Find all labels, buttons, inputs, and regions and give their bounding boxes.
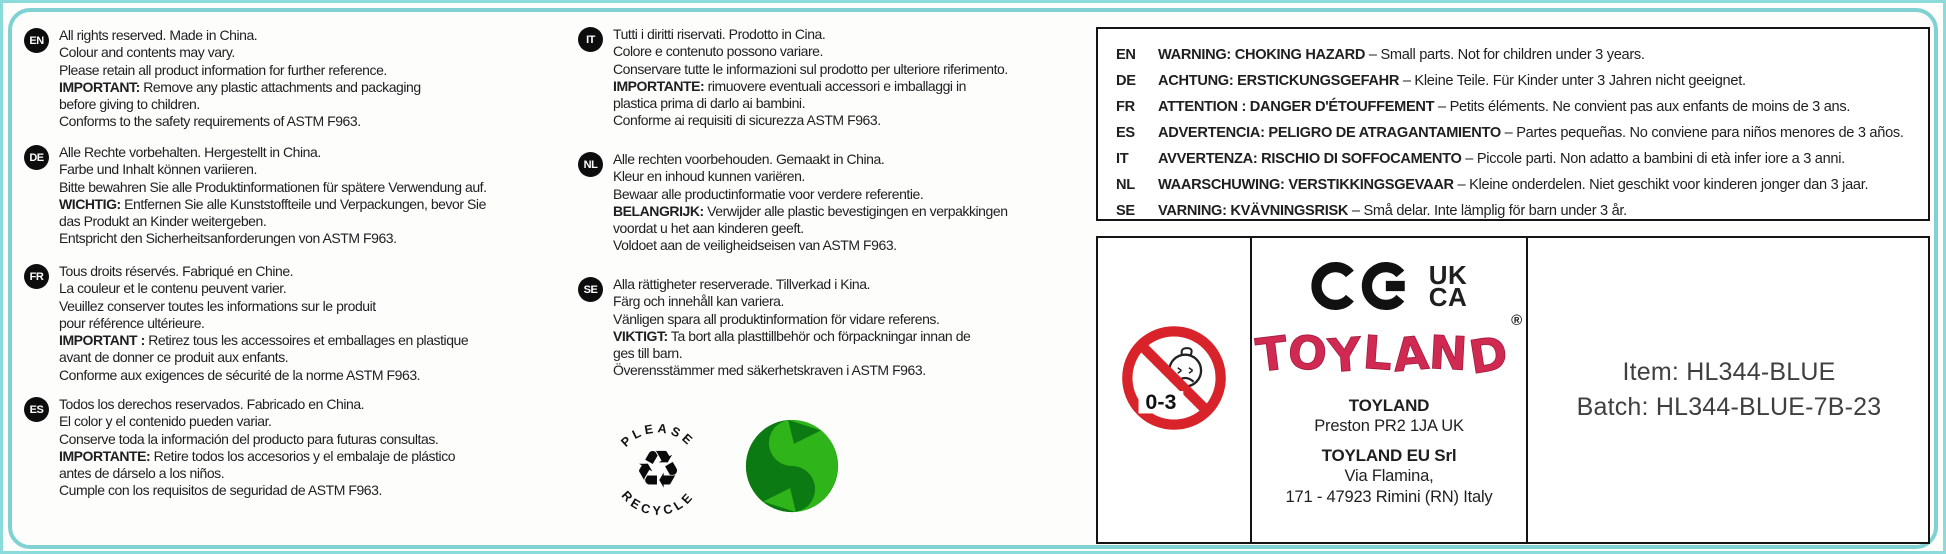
text-line: La couleur et le contenu peuvent varier. [59, 280, 287, 297]
text-line: Vänligen spara all produktinformation för vidare referens. [613, 310, 940, 327]
manufacturer-info-box [1096, 236, 1930, 544]
warning-lang-code: ES [1116, 125, 1135, 141]
please-arc-text: PLEASE [618, 421, 698, 450]
text-line: Conforms to the safety requirements of ASTM F963. [59, 113, 361, 130]
item-batch-column [1530, 238, 1928, 542]
brand-logo-row [1252, 312, 1526, 388]
section-text-fr [59, 263, 468, 384]
text-line: Veuillez conserver toutes les informations sur le produit [59, 297, 376, 314]
text-line: Todos los derechos reservados. Fabricado en China. [59, 396, 365, 412]
text-line: das Produkt an Kinder weitergeben. [59, 213, 267, 230]
text-line: Alle rechten voorbehouden. Gemaakt in China. [613, 151, 885, 167]
text-line: plastica prima di darlo ai bambini. [613, 95, 806, 112]
text-line: Överensstämmer med säkerhetskraven i ASTM F963. [613, 362, 926, 379]
warning-row-es [1116, 120, 1928, 146]
uk-company-address: Preston PR2 1JA UK [1314, 417, 1464, 435]
language-badge-de: DE [24, 145, 49, 170]
warning-text: VARNING: KVÄVNINGSRISK – Små delar. Inte lämplig för barn under 3 år. [1158, 203, 1627, 219]
language-section-fr [24, 263, 468, 384]
warning-lang-code: SE [1116, 203, 1135, 219]
text-line: Colour and contents may vary. [59, 44, 235, 61]
eu-company-name: TOYLAND EU Srl [1321, 446, 1457, 465]
text-line: Tous droits réservés. Fabriqué en Chine. [59, 263, 294, 279]
text-line: Entspricht den Sicherheitsanforderungen von ASTM F963. [59, 230, 397, 247]
warning-row-fr [1116, 94, 1928, 120]
text-line: Conservare tutte le informazioni sul prodotto per ulteriore riferimento. [613, 60, 1008, 77]
eu-company-address-line1: Via Flamina, [1344, 467, 1434, 485]
warning-lang-code: FR [1116, 99, 1135, 115]
text-line: Färg och innehåll kan variera. [613, 293, 784, 310]
language-section-se [578, 276, 970, 380]
warning-text: ADVERTENCIA: PELIGRO DE ATRAGANTAMIENTO – Partes pequeñas. No conviene para niños menores de 3 años. [1158, 125, 1904, 141]
language-badge-se: SE [578, 277, 603, 302]
choking-hazard-warning-box [1096, 27, 1930, 221]
text-line: Kleur en inhoud kunnen variëren. [613, 168, 805, 185]
text-line: VIKTIGT: Ta bort alla plasttillbehör och förpackningar innan de [613, 327, 971, 344]
text-line: Farbe und Inhalt können variieren. [59, 161, 257, 178]
not-for-under-3-icon [1118, 322, 1230, 434]
language-section-en [24, 27, 421, 131]
uk-company-name: TOYLAND [1348, 396, 1430, 415]
text-line: ges till barn. [613, 345, 683, 362]
text-line: Conforme aux exigences de sécurité de la norme ASTM F963. [59, 366, 421, 383]
language-badge-fr: FR [24, 264, 49, 289]
language-badge-en: EN [24, 28, 49, 53]
language-section-it [578, 26, 1008, 130]
language-section-es [24, 396, 455, 500]
text-line: before giving to children. [59, 96, 200, 113]
age-warning-column [1098, 238, 1252, 542]
text-line: Tutti i diritti riservati. Prodotto in Cina. [613, 26, 826, 42]
text-line: Voldoet aan de veiligheidseisen van ASTM F963. [613, 237, 897, 254]
text-line: avant de donner ce produit aux enfants. [59, 349, 289, 366]
warning-lang-code: NL [1116, 177, 1135, 193]
language-section-de [24, 144, 487, 248]
eu-company-address-line2: 171 - 47923 Rimini (RN) Italy [1285, 488, 1493, 506]
text-line: Please retain all product information for further reference. [59, 61, 387, 78]
warning-row-en [1116, 42, 1928, 68]
toyland-logo: TOYLAND [1252, 324, 1513, 385]
text-line: pour référence ultérieure. [59, 314, 205, 331]
ukca-mark-icon: UK CA [1428, 260, 1468, 312]
green-dot-icon [744, 418, 840, 519]
section-text-se [613, 276, 970, 380]
text-line: Conserve toda la información del producto para futuras consultas. [59, 430, 439, 447]
warning-lang-code: IT [1116, 151, 1129, 167]
text-line: IMPORTANTE: Retire todos los accesorios y el embalaje de plástico [59, 447, 456, 464]
warning-row-se [1116, 198, 1928, 224]
text-line: Alla rättigheter reserverade. Tillverkad i Kina. [613, 276, 870, 292]
text-line: Colore e contenuto possono variare. [613, 43, 823, 60]
batch-number: Batch: HL344-BLUE-7B-23 [1576, 393, 1882, 421]
text-line: IMPORTANT : Retirez tous les accessoires et emballages en plastique [59, 332, 469, 349]
please-recycle-icon [602, 414, 714, 531]
warning-text: ATTENTION : DANGER D'ÉTOUFFEMENT – Petits éléments. Ne convient pas aux enfants de moins de 3 ans. [1158, 99, 1851, 115]
age-range-text: 0-3 [1145, 389, 1177, 414]
warning-row-de [1116, 68, 1928, 94]
language-badge-es: ES [24, 397, 49, 422]
item-number: Item: HL344-BLUE [1622, 358, 1836, 386]
text-line: BELANGRIJK: Verwijder alle plastic bevestigingen en verpakkingen [613, 202, 1008, 219]
warning-text: WAARSCHUWING: VERSTIKKINGSGEVAAR – Kleine onderdelen. Niet geschikt voor kinderen jonger dan 3 jaar. [1158, 177, 1869, 193]
warning-text: WARNING: CHOKING HAZARD – Small parts. Not for children under 3 years. [1158, 47, 1645, 63]
text-line: antes de dárselo a los niños. [59, 465, 225, 482]
language-section-nl [578, 151, 1008, 255]
warning-row-it [1116, 146, 1928, 172]
warning-row-nl [1116, 172, 1928, 198]
language-badge-it: IT [578, 27, 603, 52]
text-line: Alle Rechte vorbehalten. Hergestellt in China. [59, 144, 321, 160]
text-line: Bitte bewahren Sie alle Produktinformationen für spätere Verwendung auf. [59, 178, 487, 195]
text-line: Conforme ai requisiti di sicurezza ASTM F963. [613, 112, 881, 129]
text-line: All rights reserved. Made in China. [59, 27, 258, 43]
text-line: Bewaar alle productinformatie voor verdere referentie. [613, 185, 924, 202]
text-line: WICHTIG: Entfernen Sie alle Kunststoffteile und Verpackungen, bevor Sie [59, 195, 486, 212]
recycle-arc-text: RECYCLE [618, 488, 698, 518]
section-text-it [613, 26, 1008, 130]
conformity-marks [1252, 254, 1526, 318]
text-line: El color y el contenido pueden variar. [59, 413, 272, 430]
text-line: voordat u het aan kinderen geeft. [613, 220, 804, 237]
language-badge-nl: NL [578, 152, 603, 177]
warning-text: ACHTUNG: ERSTICKUNGSGEFAHR – Kleine Teile. Für Kinder unter 3 Jahren nicht geeignet. [1158, 73, 1746, 89]
section-text-es [59, 396, 455, 500]
section-text-de [59, 144, 487, 248]
recycling-triangle-icon: ♻ [634, 439, 682, 501]
text-line: IMPORTANTE: rimuovere eventuali accessori e imballaggi in [613, 77, 967, 94]
warning-lang-code: DE [1116, 73, 1136, 89]
brand-column [1252, 238, 1528, 542]
text-line: IMPORTANT: Remove any plastic attachments and packaging [59, 78, 421, 95]
section-text-en [59, 27, 421, 131]
registered-trademark-icon: ® [1511, 312, 1523, 329]
section-text-nl [613, 151, 1008, 255]
warning-text: AVVERTENZA: RISCHIO DI SOFFOCAMENTO – Piccole parti. Non adatto a bambini di età infer iore a 3 anni. [1158, 151, 1845, 167]
ce-mark-icon [1311, 256, 1415, 316]
warning-lang-code: EN [1116, 47, 1136, 63]
text-line: Cumple con los requisitos de seguridad de ASTM F963. [59, 482, 382, 499]
